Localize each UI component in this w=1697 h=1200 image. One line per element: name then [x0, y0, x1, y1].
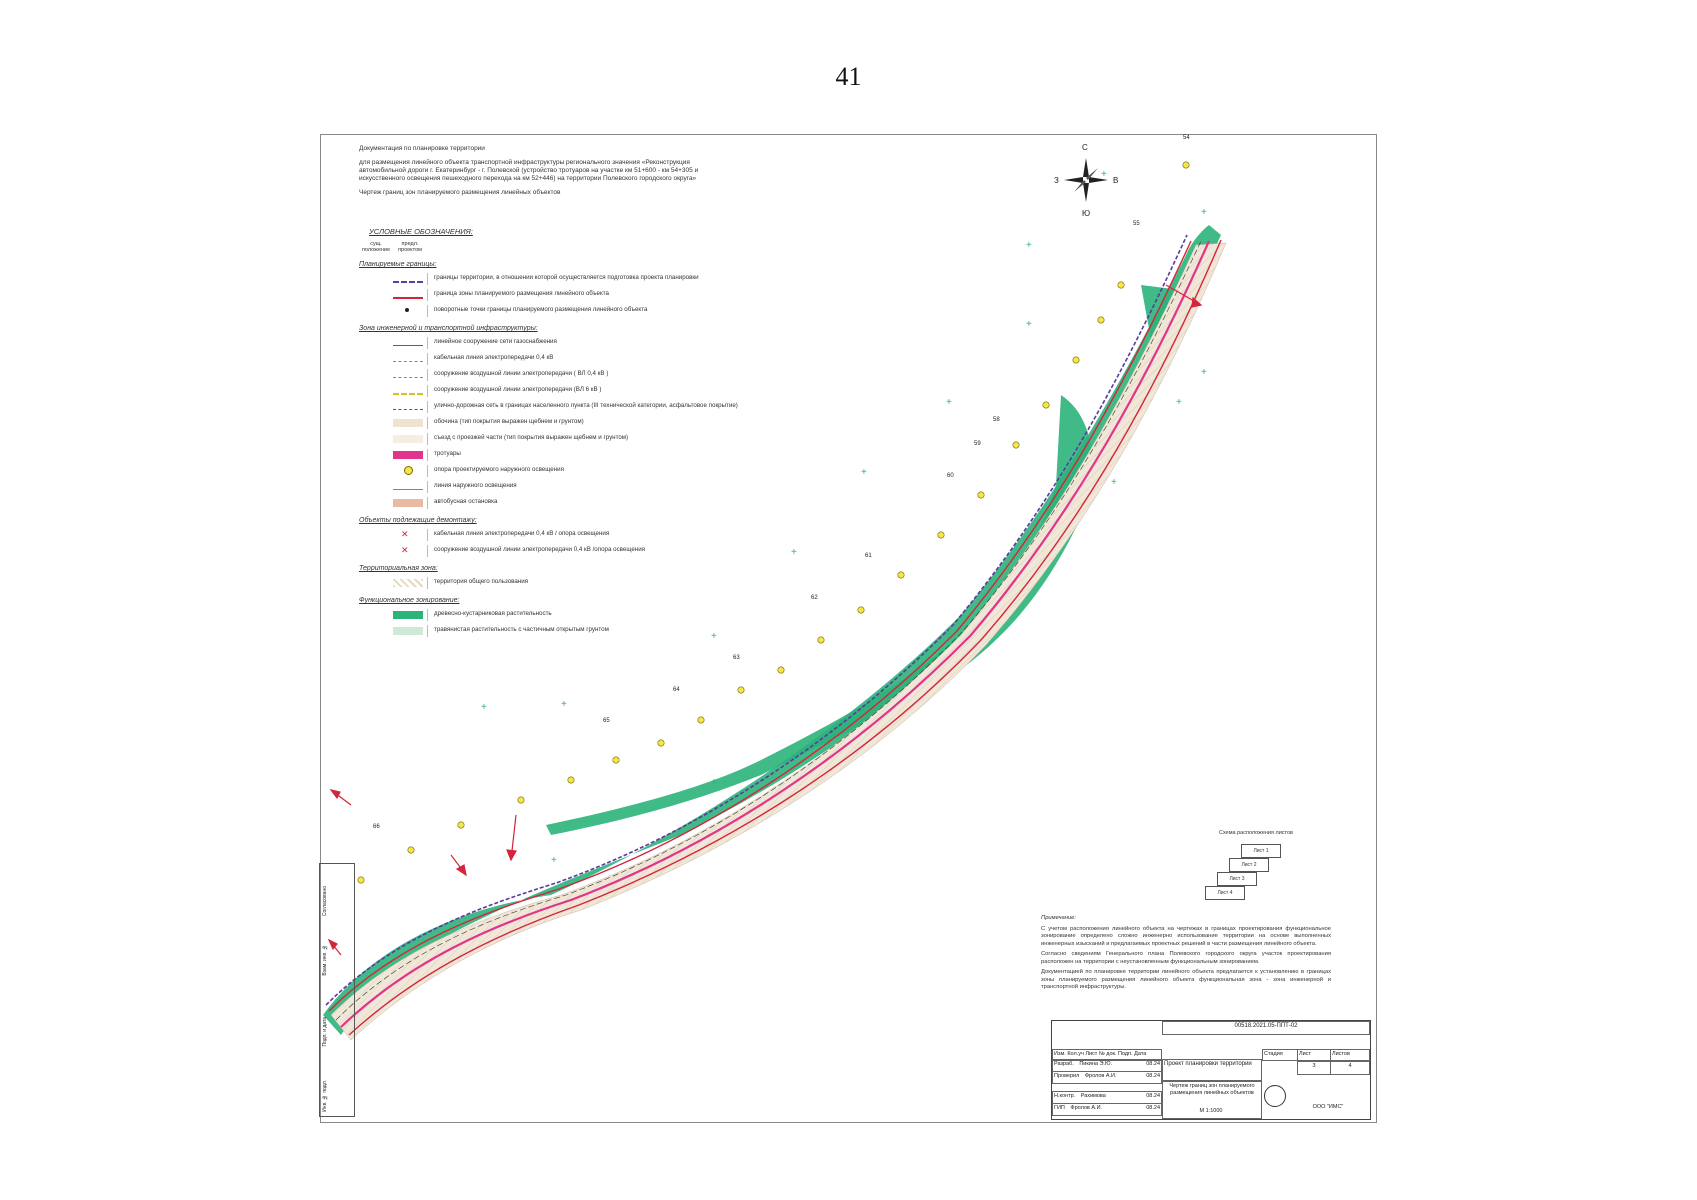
scheme-sheet-4[interactable]: Лист 4	[1205, 886, 1245, 900]
km-mark: 62	[811, 595, 818, 601]
notes-paragraph-2: Согласно сведениям Генерального плана Полевского городского округа участок проектирования расположен на территории с неустановленным функциональным зонированием.	[1041, 951, 1331, 965]
lamp-marker	[898, 572, 904, 578]
arrow-head	[457, 865, 466, 875]
legend-symbol	[359, 337, 428, 349]
legend-label: сооружение воздушной линии электропередачи 0,4 кВ /опора освещения	[434, 546, 646, 553]
lamp-marker	[568, 777, 574, 783]
legend-symbol	[359, 497, 428, 509]
legend-item	[359, 463, 739, 479]
legend-label: улично-дорожная сеть в границах населенного пункта (III технической категории, асфальтовое покрытие)	[434, 402, 738, 409]
legend-label: линия наружного освещения	[434, 482, 517, 489]
legend-swatch-cross: ✕	[401, 545, 409, 555]
km-mark: 60	[947, 473, 954, 479]
legend-swatch-fill-green	[393, 611, 423, 619]
survey-marker: +	[1201, 207, 1207, 218]
stamp-col: Подп.	[1118, 1051, 1133, 1057]
survey-marker: +	[551, 855, 557, 866]
legend-symbol	[359, 433, 428, 445]
stamp-row	[1052, 1071, 1162, 1084]
stamp-title: Проект планировки территории	[1162, 1059, 1262, 1081]
legend-symbol	[359, 273, 428, 285]
stamp-drawing: Чертеж границ зон планируемого размещения линейных объектов	[1162, 1081, 1262, 1119]
legend-label: поворотные точки границы планируемого размещения линейного объекта	[434, 306, 648, 313]
survey-marker: +	[861, 467, 867, 478]
strip-label: Инв. № подл.	[322, 1080, 328, 1112]
legend-swatch-dash-grey	[393, 355, 423, 362]
legend-label: граница зоны планируемого размещения линейного объекта	[434, 290, 609, 297]
legend-col-existing: сущ. положение	[361, 241, 391, 253]
km-mark: 59	[974, 441, 981, 447]
legend-item	[359, 527, 739, 543]
legend-item	[359, 447, 739, 463]
stamp-org: ООО "ИМС"	[1312, 1104, 1344, 1110]
legend-swatch-bus	[393, 499, 423, 507]
legend-item	[359, 335, 739, 351]
lamp-marker	[1183, 162, 1189, 168]
strip-label: Подп. и дата	[322, 1016, 328, 1046]
doc-header-4: искусственного освещения пешеходного перехода на км 52+446) на территории Полевского городского округа»	[359, 175, 697, 182]
survey-marker: +	[481, 702, 487, 713]
legend-item	[359, 351, 739, 367]
legend-swatch-fill-palegreen	[393, 627, 423, 635]
strip-label: Согласовано	[322, 885, 328, 916]
legend-item	[359, 383, 739, 399]
page-number: 41	[835, 62, 862, 91]
stamp-name: Фролов А.И.	[1070, 1105, 1103, 1111]
legend-swatch-line-green	[393, 483, 423, 490]
legend-swatch-line-blue	[393, 339, 423, 346]
compass-south-label: Ю	[1082, 209, 1091, 218]
legend-swatch-fill-pink	[393, 451, 423, 459]
legend-swatch-fill-light	[393, 435, 423, 443]
doc-header-1: Документация по планировке территории	[359, 145, 485, 152]
legend-section-heading: Территориальная зона:	[359, 565, 438, 572]
doc-header-2: для размещения линейного объекта транспортной инфраструктуры регионального значения «Реконструкция	[359, 159, 690, 166]
legend-item	[359, 287, 739, 303]
lamp-marker	[1013, 442, 1019, 448]
doc-header-3: автомобильной дороги г. Екатеринбург - г. Полевской (устройство тротуаров на участке км 51+600 - км 54+305 и	[359, 167, 699, 174]
lamp-marker	[778, 667, 784, 673]
stamp-date: 08.24	[1146, 1073, 1160, 1079]
lamp-marker	[1043, 402, 1049, 408]
stamp-date: 08.24	[1146, 1105, 1160, 1111]
compass-w	[1064, 177, 1083, 183]
legend-item	[359, 479, 739, 495]
legend-symbol	[359, 289, 428, 301]
legend-label: тротуары	[434, 450, 461, 457]
km-mark: 55	[1133, 221, 1140, 227]
lamp-marker	[738, 687, 744, 693]
stamp-col: Дата	[1134, 1051, 1147, 1057]
stamp-role: Проверил	[1054, 1073, 1080, 1079]
survey-marker: +	[1026, 240, 1032, 251]
survey-marker: +	[711, 631, 717, 642]
sheet-layout-scheme	[1201, 830, 1311, 896]
org-logo	[1264, 1085, 1286, 1107]
legend	[359, 221, 739, 639]
lamp-marker	[698, 717, 704, 723]
km-mark: 61	[865, 553, 872, 559]
legend-item	[359, 575, 739, 591]
strip-label: Взам. инв. №	[322, 944, 328, 976]
lamp-marker	[978, 492, 984, 498]
scheme-sheet-2[interactable]: Лист 2	[1229, 858, 1269, 872]
legend-item	[359, 399, 739, 415]
stamp-sheets-header: Листов	[1330, 1049, 1370, 1061]
legend-symbol	[359, 545, 428, 557]
compass-rose	[1064, 158, 1108, 202]
survey-marker: +	[1101, 169, 1107, 180]
legend-col-proposed: предл. проектом	[398, 241, 422, 253]
legend-item	[359, 367, 739, 383]
stamp-role: ГИП	[1054, 1105, 1065, 1111]
legend-label: древесно-кустарниковая растительность	[434, 610, 552, 617]
survey-marker: +	[791, 547, 797, 558]
survey-marker: +	[1201, 367, 1207, 378]
survey-marker: +	[1111, 477, 1117, 488]
legend-symbol	[359, 625, 428, 637]
legend-label: съезд с проезжей части (тип покрытия выражен щебнем и грунтом)	[434, 434, 629, 441]
legend-symbol	[359, 529, 428, 541]
legend-symbol	[359, 481, 428, 493]
stamp-sheet-header: Лист	[1297, 1049, 1331, 1061]
compass-north-label: С	[1082, 143, 1088, 152]
legend-swatch-dot	[405, 308, 409, 312]
legend-label: травянистая растительность с частичным открытым грунтом	[434, 626, 609, 633]
stamp-sheets: 4	[1330, 1061, 1370, 1075]
notes-block	[1041, 915, 1331, 995]
lamp-marker	[358, 877, 364, 883]
survey-marker: +	[1026, 319, 1032, 330]
legend-swatch-dash-yellow	[393, 387, 423, 395]
stamp-role: Н.контр.	[1054, 1093, 1076, 1099]
legend-item	[359, 607, 739, 623]
legend-swatch-dash-grey	[393, 371, 423, 378]
legend-label: границы территории, в отношении которой осуществляется подготовка проекта планировки	[434, 274, 699, 281]
legend-title: УСЛОВНЫЕ ОБОЗНАЧЕНИЯ:	[369, 227, 473, 236]
km-mark: 66	[373, 824, 380, 830]
legend-swatch-line-red	[393, 291, 423, 299]
legend-label: опора проектируемого наружного освещения	[434, 466, 564, 473]
legend-label: автобусная остановка	[434, 498, 498, 505]
legend-item	[359, 543, 739, 559]
km-mark: 54	[1183, 135, 1190, 141]
km-mark: 63	[733, 655, 740, 661]
stamp-code: 00518.2021.05-ППТ-02	[1162, 1021, 1370, 1035]
km-mark: 64	[673, 687, 680, 693]
lamp-marker	[613, 757, 619, 763]
legend-label: линейное сооружение сети газоснабжения	[434, 338, 557, 345]
lamp-marker	[938, 532, 944, 538]
legend-symbol	[359, 305, 428, 317]
doc-header-5: Чертеж границ зон планируемого размещения линейных объектов	[359, 189, 561, 196]
legend-sections	[359, 261, 739, 639]
legend-symbol	[359, 449, 428, 461]
legend-section-heading: Объекты подлежащие демонтажу:	[359, 517, 477, 524]
legend-label: обочина (тип покрытия выражен щебнем и грунтом)	[434, 418, 584, 425]
legend-section-heading: Планируемые границы:	[359, 261, 437, 268]
drawing-sheet	[320, 134, 1377, 1123]
title-block	[1051, 1020, 1371, 1120]
stamp-col: Кол.уч	[1067, 1051, 1084, 1057]
stamp-sheet: 3	[1297, 1061, 1331, 1075]
legend-label: территория общего пользования	[434, 578, 529, 585]
legend-item	[359, 303, 739, 319]
stamp-role: Разраб.	[1054, 1061, 1074, 1067]
lamp-marker	[818, 637, 824, 643]
legend-label: кабельная линия электропередачи 0,4 кВ	[434, 354, 554, 361]
legend-label: кабельная линия электропередачи 0,4 кВ / опора освещения	[434, 530, 610, 537]
legend-swatch-dash-red	[393, 403, 423, 410]
legend-symbol	[359, 609, 428, 621]
lamp-marker	[408, 847, 414, 853]
stamp-scale: М 1:1000	[1199, 1108, 1223, 1114]
legend-item	[359, 431, 739, 447]
lamp-marker	[518, 797, 524, 803]
stamp-col: № док.	[1098, 1051, 1117, 1057]
legend-item	[359, 495, 739, 511]
legend-symbol	[359, 401, 428, 413]
lamp-marker	[1073, 357, 1079, 363]
legend-item	[359, 415, 739, 431]
survey-marker: +	[946, 397, 952, 408]
notes-title: Примечание:	[1041, 915, 1076, 921]
compass-s	[1083, 183, 1089, 202]
compass-west-label: З	[1054, 176, 1059, 185]
stamp-name: Фролов А.И.	[1084, 1073, 1117, 1079]
legend-symbol	[359, 353, 428, 365]
stamp-col: Лист	[1085, 1051, 1098, 1057]
legend-symbol	[359, 577, 428, 589]
km-mark: 65	[603, 718, 610, 724]
legend-label: сооружение воздушной линии электропередачи (ВЛ 6 кВ )	[434, 386, 602, 393]
notes-paragraph-3: Документацией по планировке территории линейного объекта предлагается к установлению в границах зоны планируемого размещения линейного объекта функциональная зона - зона инженерной и транспортной инфраструктуры.	[1041, 969, 1331, 990]
survey-marker: +	[561, 699, 567, 710]
legend-section-heading: Функциональное зонирование:	[359, 597, 460, 604]
survey-marker: +	[946, 625, 952, 636]
legend-label: сооружение воздушной линии электропередачи ( ВЛ 0,4 кВ )	[434, 370, 609, 377]
legend-swatch-fill-beige	[393, 419, 423, 427]
survey-marker: +	[711, 777, 717, 788]
legend-swatch-dash-purple	[393, 275, 423, 283]
legend-item	[359, 271, 739, 287]
scheme-sheet-1[interactable]: Лист 1	[1241, 844, 1281, 858]
lamp-marker	[1118, 282, 1124, 288]
stamp-date: 08.24	[1146, 1093, 1160, 1099]
compass-n	[1083, 158, 1089, 177]
lamp-marker	[458, 822, 464, 828]
arrow-head	[507, 850, 516, 860]
lamp-marker	[658, 740, 664, 746]
legend-swatch-lamp	[404, 466, 413, 475]
notes-paragraph-1: С учетом расположения линейного объекта на чертежах в границах проектирования функциональное зонирование определено сложно инженерно использование территории на основе выполненных инженерных изысканий и предлагаемых проектных решений в части размещения линейного объекта.	[1041, 925, 1331, 947]
arrow-head	[331, 790, 340, 798]
stamp-row	[1052, 1103, 1162, 1116]
legend-swatch-cross: ✕	[401, 529, 409, 539]
legend-section-heading: Зона инженерной и транспортной инфраструктуры:	[359, 325, 538, 332]
stamp-col: Изм.	[1054, 1051, 1066, 1057]
legend-swatch-hatch	[393, 579, 423, 587]
approval-strip	[319, 863, 355, 1117]
lamp-marker	[1098, 317, 1104, 323]
legend-symbol	[359, 465, 428, 477]
stamp-stage-header: Стадия	[1262, 1049, 1298, 1061]
legend-symbol	[359, 369, 428, 381]
stamp-date: 08.24	[1146, 1061, 1160, 1067]
legend-columns	[359, 239, 739, 255]
stamp-name: Рахимова	[1080, 1093, 1106, 1099]
km-mark: 58	[993, 417, 1000, 423]
compass-east-label: В	[1113, 176, 1119, 185]
legend-item	[359, 623, 739, 639]
legend-symbol	[359, 385, 428, 397]
lamp-marker	[858, 607, 864, 613]
stamp-name: Пикина Э.Ю.	[1079, 1061, 1113, 1067]
survey-marker: +	[1176, 397, 1182, 408]
legend-symbol	[359, 417, 428, 429]
scheme-sheet-3[interactable]: Лист 3	[1217, 872, 1257, 886]
scheme-title: Схема расположения листов	[1219, 830, 1293, 836]
